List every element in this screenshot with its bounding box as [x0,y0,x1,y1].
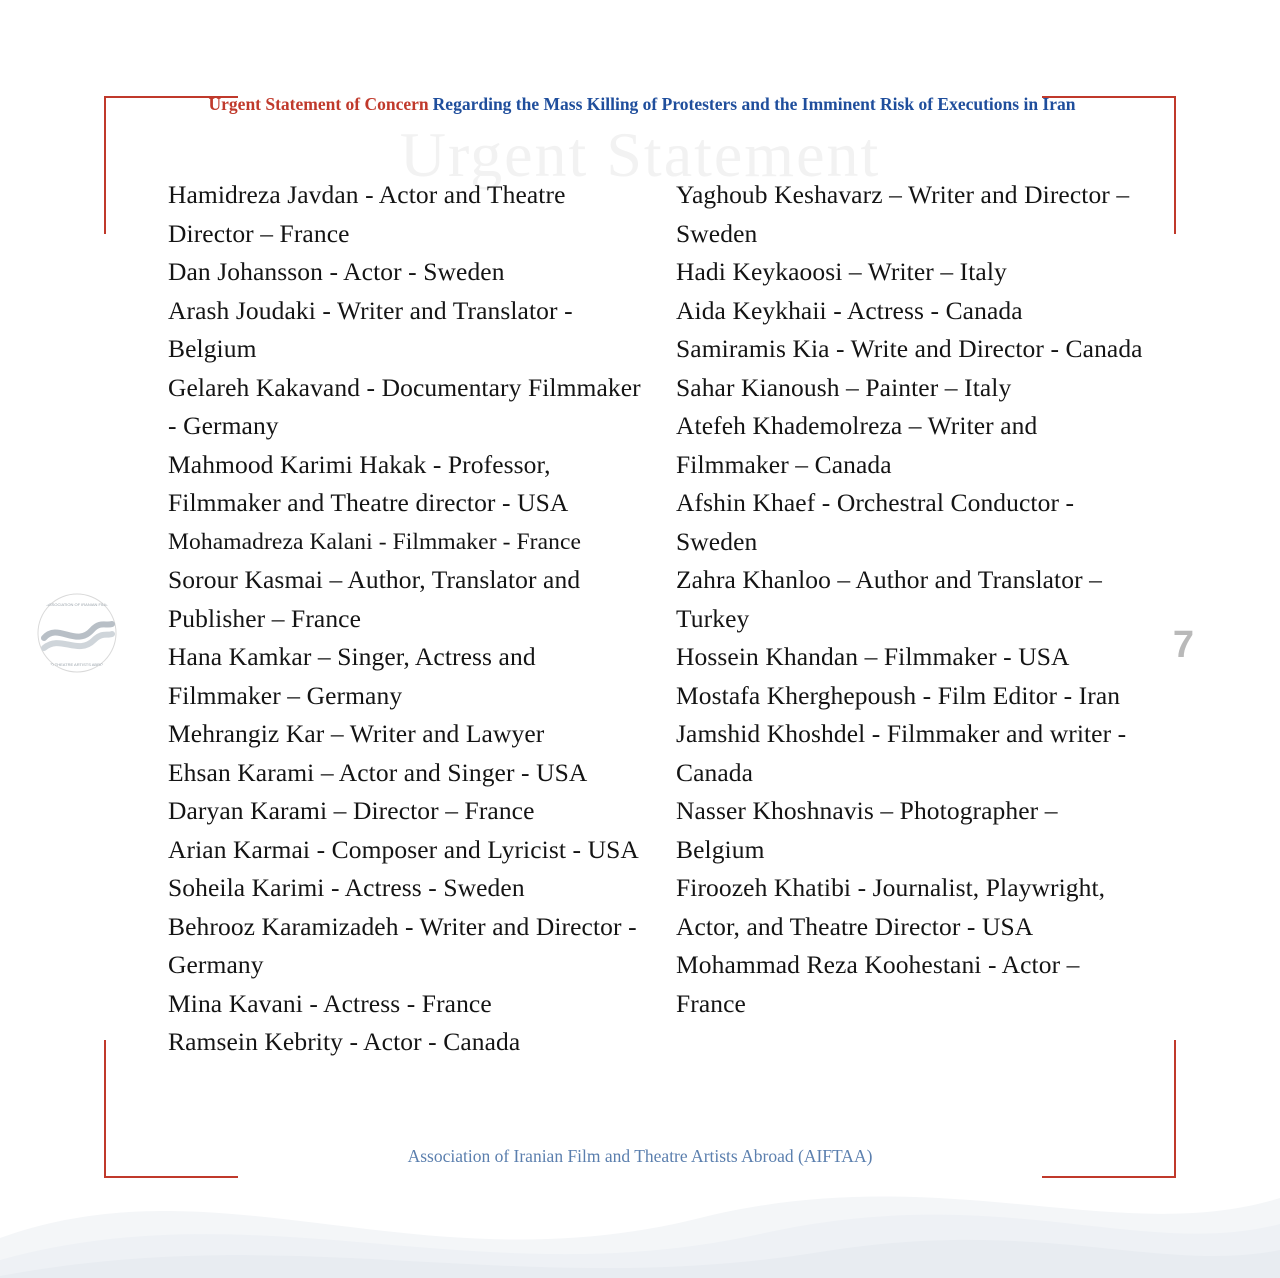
list-item: Arian Karmai - Composer and Lyricist - USA [168,834,639,864]
list-item: Behrooz Karamizadeh - Writer and Director - Germany [168,911,637,979]
list-item: Jamshid Khoshdel - Filmmaker and writer - Canada [676,719,1127,787]
list-item: Gelareh Kakavand - Documentary Filmmaker - Germany [168,372,641,440]
list-item: Soheila Karimi - Actress - Sweden [168,873,525,902]
list-item: Arash Joudaki - Writer and Translator - Belgium [168,295,573,363]
list-item: Ehsan Karami – Actor and Singer - USA [168,757,588,787]
list-item: Daryan Karami – Director – France [168,796,535,825]
list-item: Mostafa Kherghepoush - Film Editor - Iran [676,680,1121,710]
list-item: Mahmood Karimi Hakak - Professor, Filmmaker and Theatre director - USA [168,449,569,517]
list-item: Zahra Khanloo – Author and Translator – Turkey [676,565,1103,633]
list-item: Samiramis Kia - Write and Director - Canada [676,334,1143,363]
list-item: Mohammad Reza Koohestani - Actor – France [676,950,1080,1018]
list-item: Mina Kavani - Actress - France [168,988,492,1018]
list-item: Ramsein Kebrity - Actor - Canada [168,1027,521,1056]
list-item: Dan Johansson - Actor - Sweden [168,257,505,286]
list-item: Nasser Khoshnavis – Photographer – Belgium [676,796,1058,864]
svg-text:ASSOCIATION OF IRANIAN FILM: ASSOCIATION OF IRANIAN FILM [46,602,108,607]
page-title [120,96,1164,114]
list-item: Mehrangiz Kar – Writer and Lawyer [168,719,545,748]
svg-text:AND THEATRE ARTISTS ABROAD: AND THEATRE ARTISTS ABROAD [45,662,109,667]
list-item: Sorour Kasmai – Author, Translator and Publisher – France [168,565,581,633]
list-item: Hossein Khandan – Filmmaker - USA [676,642,1070,671]
page-number: 7 [1172,624,1194,666]
list-item: Mohamadreza Kalani - Filmmaker - France [168,528,582,555]
aiftaa-logo [36,592,118,674]
list-item: Afshin Khaef - Orchestral Conductor - Sweden [676,488,1075,556]
footer-text: Association of Iranian Film and Theatre Artists Abroad (AIFTAA) [407,1146,873,1166]
signatories-column-right [676,176,1152,1062]
watermark-text: Urgent Statement [399,119,881,190]
list-item: Atefeh Khademolreza – Writer and Filmmaker – Canada [676,411,1038,479]
list-item: Hadi Keykaoosi – Writer – Italy [676,257,1007,286]
list-item: Sahar Kianoush – Painter – Italy [676,372,1012,402]
signatories-column-left [168,176,644,1062]
page-title-subject: Regarding the Mass Killing of Protesters and the Imminent Risk of Executions in Iran [432,94,1076,114]
list-item: Yaghoub Keshavarz – Writer and Director – Sweden [676,180,1130,248]
list-item: Firoozeh Khatibi - Journalist, Playwright, Actor, and Theatre Director - USA [676,873,1106,941]
list-item: Aida Keykhaii - Actress - Canada [676,295,1023,325]
signatories-list [168,176,1168,1062]
list-item: Hana Kamkar – Singer, Actress and Filmmaker – Germany [168,642,536,710]
page-title-highlight: Urgent Statement of Concern [208,94,429,114]
list-item: Hamidreza Javdan - Actor and Theatre Director – France [168,180,566,248]
